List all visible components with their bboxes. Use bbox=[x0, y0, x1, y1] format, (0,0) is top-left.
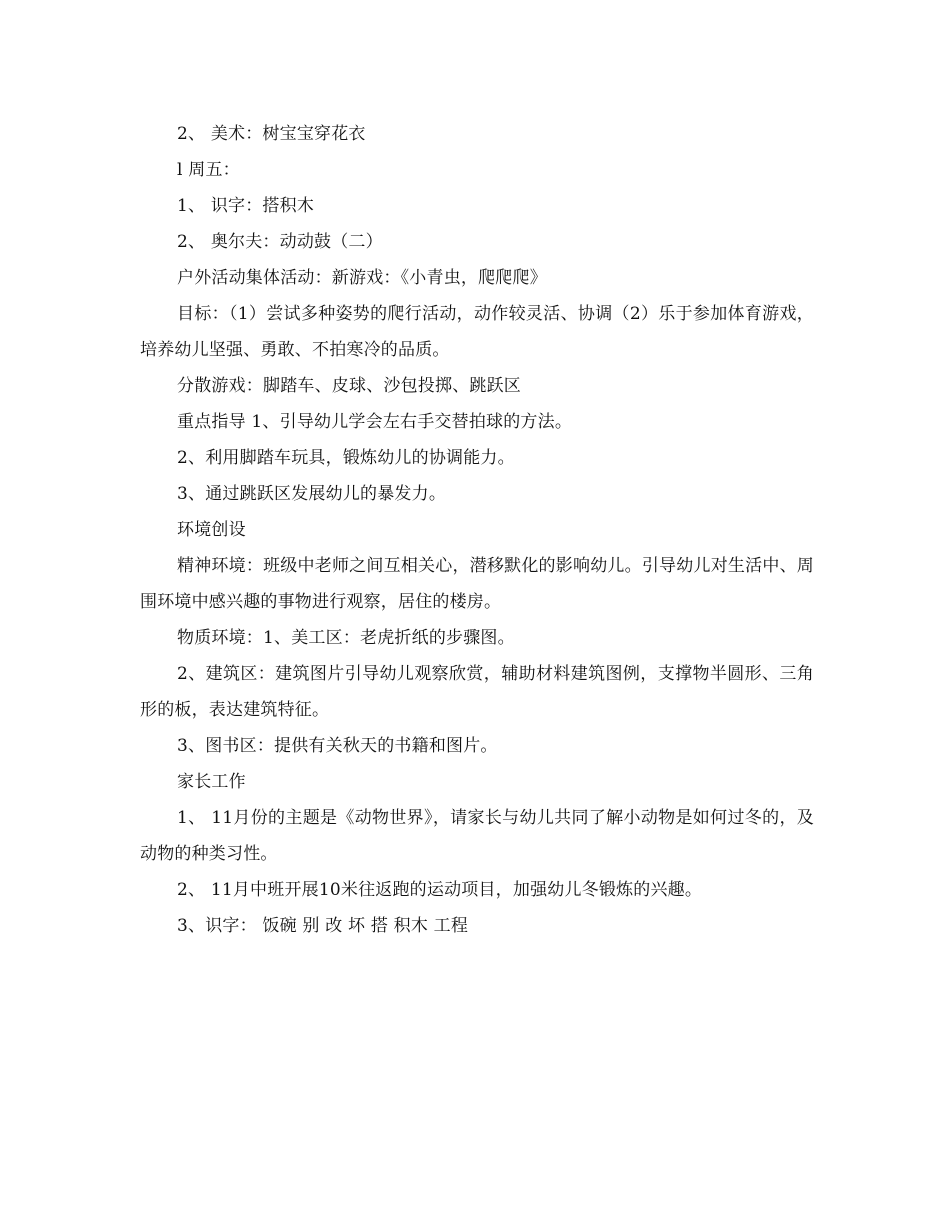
paragraph-material-environment-3: 3、图书区：提供有关秋天的书籍和图片。 bbox=[177, 736, 498, 756]
paragraph-art-activity: 2、 美术：树宝宝穿花衣 bbox=[177, 124, 366, 144]
paragraph-orff-activity: 2、 奥尔夫：动动鼓（二） bbox=[177, 232, 383, 252]
paragraph-spiritual-environment: 精神环境：班级中老师之间互相关心，潜移默化的影响幼儿。引导幼儿对生活中、周围环境中感兴趣的事物进行观察，居住的楼房。 bbox=[140, 556, 814, 612]
section-heading-parent-work: 家长工作 bbox=[177, 772, 246, 792]
paragraph-parent-work-3: 3、识字： 饭碗 别 改 坏 搭 积木 工程 bbox=[177, 916, 469, 936]
paragraph-outdoor-group-activity: 户外活动集体活动：新游戏：《小青虫，爬爬爬》 bbox=[177, 268, 547, 288]
paragraph-literacy-activity: 1、 识字：搭积木 bbox=[177, 196, 315, 216]
paragraph-key-guidance-1: 重点指导 1、引导幼儿学会左右手交替拍球的方法。 bbox=[177, 412, 573, 432]
paragraph-material-environment-1: 物质环境：1、美工区：老虎折纸的步骤图。 bbox=[177, 628, 515, 648]
paragraph-goals: 目标：（1）尝试多种姿势的爬行活动，动作较灵活、协调（2）乐于参加体育游戏，培养幼儿坚强、勇敢、不拍寒冷的品质。 bbox=[140, 304, 814, 360]
paragraph-free-play: 分散游戏：脚踏车、皮球、沙包投掷、跳跃区 bbox=[177, 376, 521, 396]
paragraph-parent-work-2: 2、 11月中班开展10米往返跑的运动项目，加强幼儿冬锻炼的兴趣。 bbox=[177, 880, 703, 900]
paragraph-key-guidance-2: 2、利用脚踏车玩具，锻炼幼儿的协调能力。 bbox=[177, 448, 515, 468]
paragraph-material-environment-2: 2、建筑区：建筑图片引导幼儿观察欣赏，辅助材料建筑图例，支撑物半圆形、三角形的板，表达建筑特征。 bbox=[140, 664, 814, 720]
paragraph-key-guidance-3: 3、通过跳跃区发展幼儿的暴发力。 bbox=[177, 484, 447, 504]
section-heading-environment: 环境创设 bbox=[177, 520, 246, 540]
paragraph-friday-heading: l 周五： bbox=[177, 160, 240, 180]
paragraph-parent-work-1: 1、 11月份的主题是《动物世界》，请家长与幼儿共同了解小动物是如何过冬的，及动物的种类习性。 bbox=[140, 808, 814, 864]
